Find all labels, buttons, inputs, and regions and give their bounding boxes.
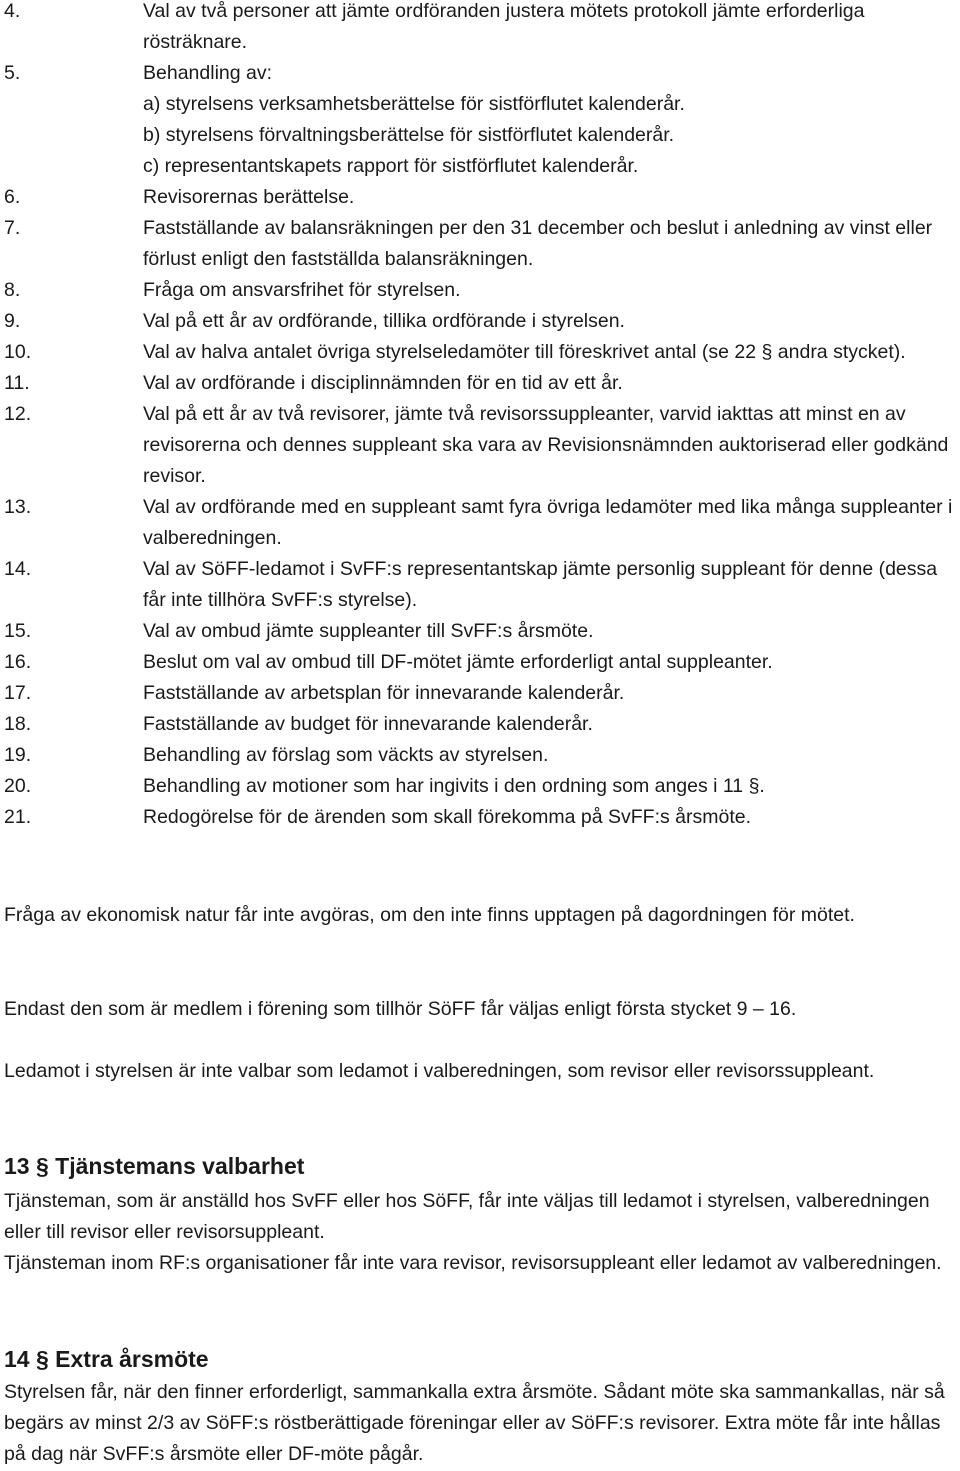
item-number: 17. [4,682,32,704]
list-item [4,306,956,337]
list-item [4,368,956,399]
item-number [4,151,143,182]
item-text: Revisorernas berättelse. [143,186,355,208]
list-item [4,399,956,492]
item-text: Val av SöFF-ledamot i SvFF:s representantskap jämte personlig suppleant för denne (dessa får inte tillhöra SvFF:s styrelse). [143,558,938,611]
item-number [4,120,143,151]
item-text: Behandling av förslag som väckts av styrelsen. [143,744,549,766]
item-text: Beslut om val av ombud till DF-mötet jämte erforderligt antal suppleanter. [143,651,773,673]
list-item [4,337,956,368]
section-14-heading: 14 § Extra årsmöte [4,1346,209,1372]
item-number: 7. [4,217,21,239]
item-number: 4. [4,0,21,22]
item-text: Val på ett år av två revisorer, jämte två revisorssuppleanter, varvid iakttas att minst en av revisorerna och dennes suppleant ska vara av Revisionsnämnden auktoriserad eller godkänd revisor. [143,403,949,487]
list-item [4,771,956,802]
section-13-paragraph-1: Tjänsteman, som är anställd hos SvFF eller hos SöFF, får inte väljas till ledamot i styrelsen, valberedningen eller till revisor eller revisorsuppleant. [4,1190,930,1243]
item-text: Val av två personer att jämte ordföranden justera mötets protokoll jämte erforderliga rösträknare. [143,0,865,53]
item-text: Fastställande av budget för innevarande kalenderår. [143,713,593,735]
list-item [4,120,956,151]
item-text: Redogörelse för de ärenden som skall förekomma på SvFF:s årsmöte. [143,806,752,828]
item-number: 8. [4,279,21,301]
item-text: Fråga om ansvarsfrihet för styrelsen. [143,279,461,301]
item-text: Behandling av: [143,62,273,84]
item-number: 15. [4,620,32,642]
section-13-paragraph-2: Tjänsteman inom RF:s organisationer får inte vara revisor, revisorsuppleant eller ledamot av valberedningen. [4,1252,942,1274]
item-text: Val av halva antalet övriga styrelseledamöter till föreskrivet antal (se 22 § andra stycket). [143,341,906,363]
paragraph-economic-matters: Fråga av ekonomisk natur får inte avgöras, om den inte finns upptagen på dagordningen för mötet. [4,904,855,926]
list-item [4,213,956,275]
list-item [4,492,956,554]
list-item [4,554,956,616]
item-number: 11. [4,372,30,394]
paragraph-eligibility: Endast den som är medlem i förening som tillhör SöFF får väljas enligt första stycket 9 – 16. [4,998,797,1020]
list-item [4,647,956,678]
item-text: Fastställande av arbetsplan för innevarande kalenderår. [143,682,625,704]
list-item [4,740,956,771]
list-item [4,0,956,58]
item-number: 5. [4,62,21,84]
item-text: Val av ordförande i disciplinnämnden för en tid av ett år. [143,372,623,394]
item-text: Val på ett år av ordförande, tillika ordförande i styrelsen. [143,310,625,332]
list-item [4,58,956,89]
paragraph-board-member: Ledamot i styrelsen är inte valbar som ledamot i valberedningen, som revisor eller revisorssuppleant. [4,1060,875,1082]
list-item [4,802,956,833]
item-number: 21. [4,806,32,828]
section-13-heading: 13 § Tjänstemans valbarhet [4,1153,305,1179]
item-text: a) styrelsens verksamhetsberättelse för sistförflutet kalenderår. [143,93,685,115]
item-number [4,89,143,120]
list-item [4,151,956,182]
item-text: c) representantskapets rapport för sistförflutet kalenderår. [143,155,639,177]
list-item [4,89,956,120]
item-text: Fastställande av balansräkningen per den 31 december och beslut i anledning av vinst eller förlust enligt den fastställda balansräkningen. [143,217,933,270]
item-number: 6. [4,186,21,208]
item-number: 20. [4,775,32,797]
list-item [4,275,956,306]
item-number: 9. [4,310,21,332]
item-text: b) styrelsens förvaltningsberättelse för sistförflutet kalenderår. [143,124,675,146]
item-number: 10. [4,341,32,363]
item-text: Behandling av motioner som har ingivits i den ordning som anges i 11 §. [143,775,765,797]
list-item [4,182,956,213]
agenda-list [4,0,956,833]
item-number: 13. [4,496,32,518]
item-text: Val av ombud jämte suppleanter till SvFF:s årsmöte. [143,620,594,642]
item-number: 18. [4,713,32,735]
item-text: Val av ordförande med en suppleant samt fyra övriga ledamöter med lika många suppleanter i valberedningen. [143,496,953,549]
section-14-paragraph: Styrelsen får, när den finner erforderligt, sammankalla extra årsmöte. Sådant möte ska sammankallas, när så begärs av minst 2/3 av SöFF:s röstberättigade föreningar eller av SöFF:s revisorer. Extra möte får inte hållas på dag när SvFF:s årsmöte eller DF-möte pågår. [4,1381,945,1465]
item-number: 14. [4,558,32,580]
list-item [4,616,956,647]
item-number: 16. [4,651,32,673]
list-item [4,678,956,709]
item-number: 12. [4,403,32,425]
item-number: 19. [4,744,32,766]
list-item [4,709,956,740]
